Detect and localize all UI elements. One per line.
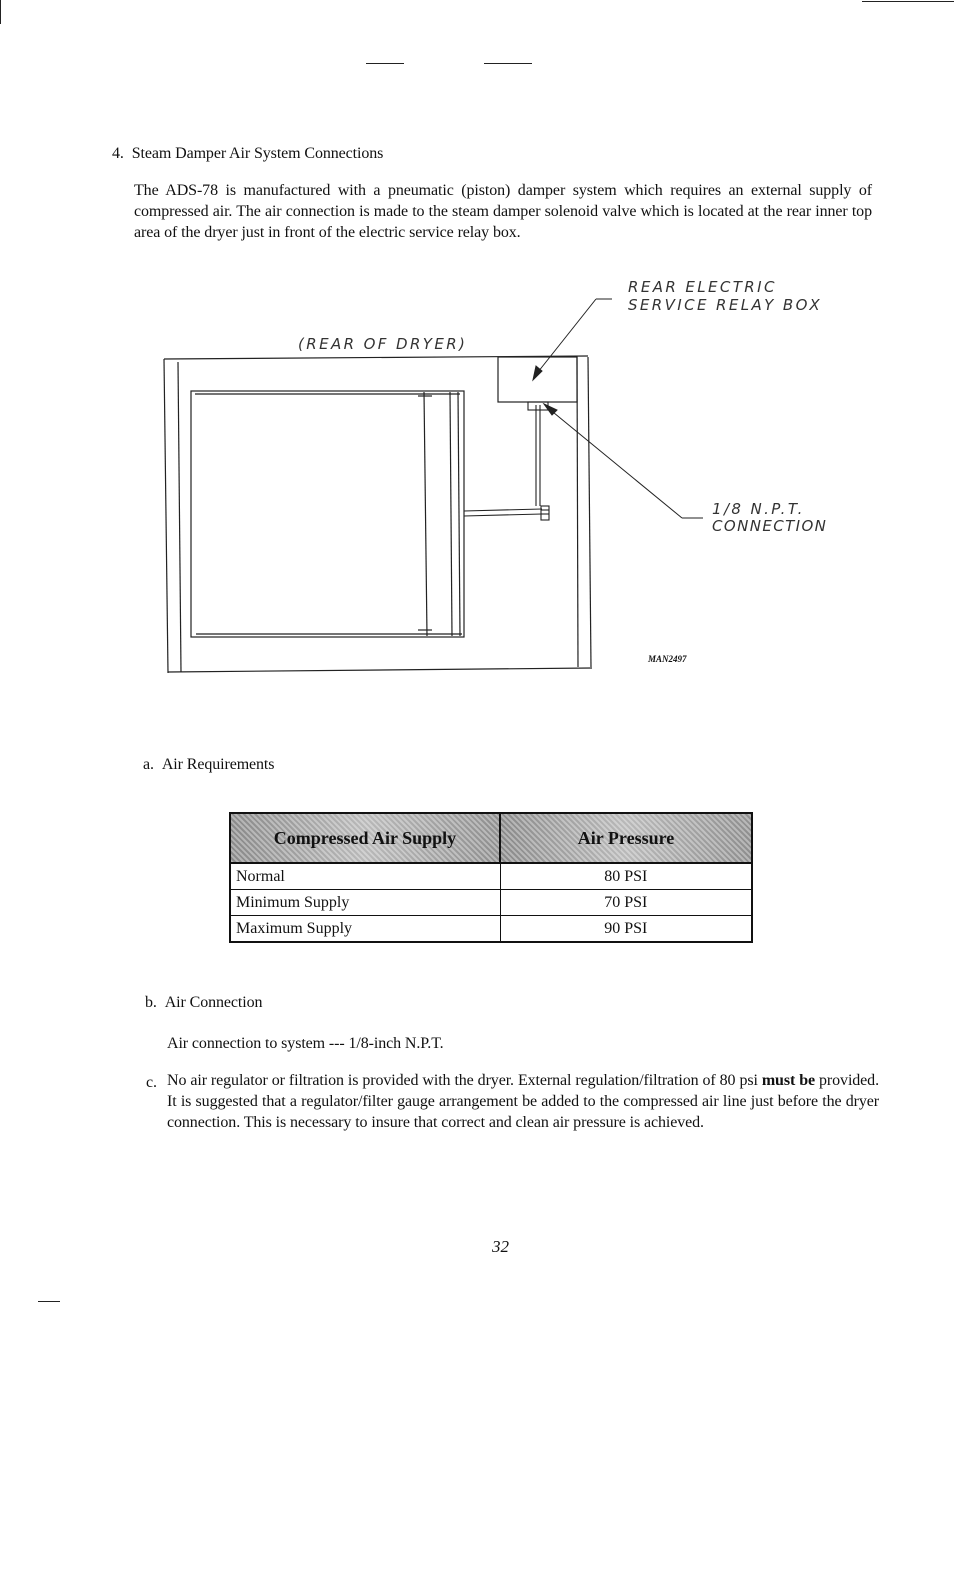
table-row <box>230 916 752 943</box>
table-header-row <box>230 813 752 863</box>
scan-mark-left <box>38 1301 60 1302</box>
note-c-marker: c. <box>146 1074 157 1091</box>
row-value: 90 PSI <box>500 916 752 943</box>
label-relay-box-line1: REAR ELECTRIC <box>628 278 777 296</box>
label-relay-box-line2: SERVICE RELAY BOX <box>628 296 823 314</box>
label-npt-line2: CONNECTION <box>712 517 828 535</box>
air-requirements-table <box>229 812 753 943</box>
leader-lines <box>533 299 703 518</box>
figure-id: MAN2497 <box>648 654 687 664</box>
air-connection-text: Air connection to system --- 1/8-inch N.P.T. <box>167 1035 444 1052</box>
note-c-emphasis: must be <box>761 1072 816 1089</box>
section-title: Steam Damper Air System Connections <box>131 145 384 162</box>
page-number: 32 <box>492 1237 509 1256</box>
marker-b: b. <box>145 994 157 1011</box>
label-npt-line1: 1/8 N.P.T. <box>712 500 805 518</box>
row-value: 70 PSI <box>500 890 752 916</box>
air-requirements-title: Air Requirements <box>161 756 275 773</box>
air-requirements-heading <box>143 754 274 775</box>
note-c-paragraph <box>167 1070 879 1133</box>
relay-box <box>498 357 577 402</box>
section-number: 4. <box>112 145 124 162</box>
label-rear-of-dryer: (REAR OF DRYER) <box>298 335 468 353</box>
marker-a: a. <box>143 756 154 773</box>
row-label: Minimum Supply <box>230 890 500 916</box>
note-c-text-before: No air regulator or filtration is provided with the dryer. External regulation/filtration of 80 psi <box>167 1072 762 1089</box>
table-row <box>230 863 752 890</box>
row-label: Normal <box>230 863 500 890</box>
column-header-supply: Compressed Air Supply <box>230 813 500 863</box>
air-connection-title: Air Connection <box>164 994 263 1011</box>
air-piping <box>464 402 549 520</box>
air-connection-heading <box>145 992 262 1013</box>
row-label: Maximum Supply <box>230 916 500 943</box>
damper-diagram <box>0 0 954 700</box>
note-c-text-after: provided. It is suggested that a regulator/filter gauge arrangement be added to the compressed air line just before the dryer connection. This is necessary to insure that correct and clean air pressure is achieved. <box>167 1072 879 1131</box>
column-header-pressure: Air Pressure <box>500 813 752 863</box>
section-intro: The ADS-78 is manufactured with a pneumatic (piston) damper system which requires an external supply of compressed air. The air connection is made to the steam damper solenoid valve which is located at the rear inner top area of the dryer just in front of the electric service relay box. <box>134 182 872 241</box>
row-value: 80 PSI <box>500 863 752 890</box>
table-row <box>230 890 752 916</box>
